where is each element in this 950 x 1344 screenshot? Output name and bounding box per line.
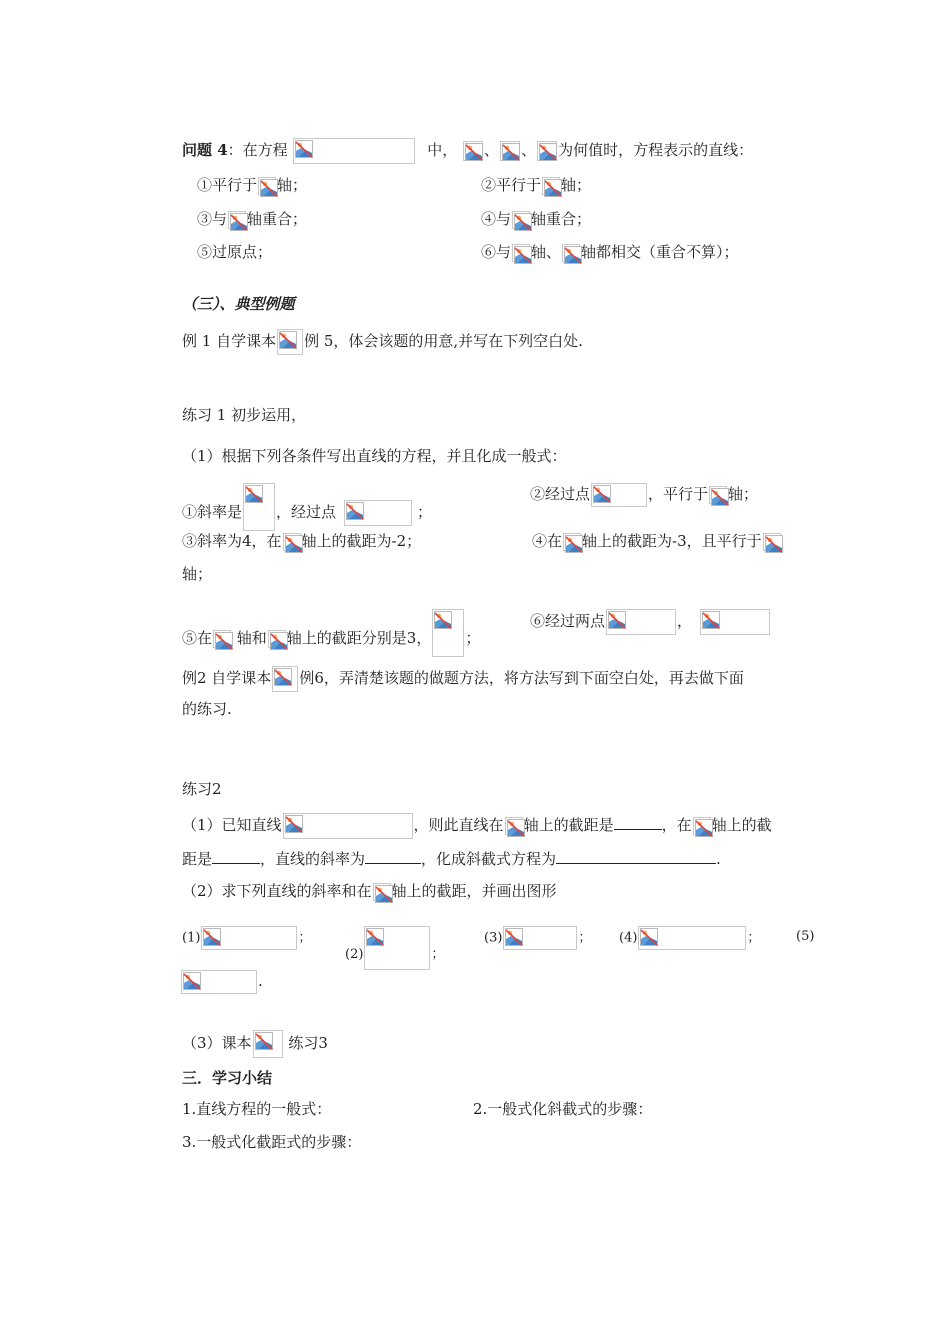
practice-1-sub: （1）根据下列各条件写出直线的方程，并且化成一般式：: [182, 447, 567, 465]
equation-image: [364, 926, 430, 970]
section-heading: （三）、典型例题: [182, 295, 295, 313]
practice-item: [530, 483, 758, 507]
practice-item: [532, 530, 782, 552]
broken-image-icon: [465, 143, 483, 161]
opt-text: 轴重合；: [531, 210, 592, 228]
q4-option: [481, 208, 591, 230]
answer-blank[interactable]: [365, 847, 421, 864]
item-text: ④在: [532, 532, 563, 550]
broken-image-icon: [346, 502, 364, 520]
fraction-image: [243, 483, 275, 531]
q4-option: [197, 208, 307, 230]
item-text: ③斜率为4，在: [182, 532, 282, 550]
item-text: ⑥经过两点: [530, 612, 606, 630]
broken-image-icon: [434, 611, 452, 629]
item-text: 轴上的截距，并画出图形: [391, 882, 557, 900]
axis-image: [258, 177, 276, 195]
opt-text: ⑥与: [481, 243, 512, 261]
axis-image: [512, 244, 530, 262]
axis-image: [512, 211, 530, 229]
equation-image: [201, 926, 297, 950]
point-image: [344, 500, 412, 526]
axis-image: [268, 630, 286, 648]
item-text: 练习3: [283, 1034, 328, 1052]
broken-image-icon: [203, 928, 221, 946]
item-text: 轴上的截距是: [523, 816, 614, 834]
item-text: ，平行于: [648, 485, 709, 503]
opt-text: 轴重合；: [247, 210, 308, 228]
page-image: [253, 1030, 283, 1058]
item-text: ⑤在: [182, 629, 213, 647]
broken-image-icon: [375, 885, 393, 903]
point-image: [591, 483, 647, 507]
practice-2-line: [182, 847, 721, 870]
broken-image-icon: [270, 632, 288, 650]
q4-option: [197, 241, 272, 263]
opt-text: ①平行于: [197, 176, 258, 194]
practice-item: [530, 609, 771, 635]
practice-2-items: [182, 926, 311, 950]
broken-image-icon: [544, 179, 562, 197]
var-image: [500, 141, 520, 161]
broken-image-icon: [640, 928, 658, 946]
q4-sep: 、: [484, 141, 500, 159]
summary-item: 2.一般式化斜截式的步骤：: [473, 1100, 653, 1118]
axis-image: [563, 533, 581, 551]
item-num: (1): [182, 930, 201, 946]
broken-image-icon: [295, 140, 313, 158]
item-text: 轴上的截距分别是3，: [286, 629, 432, 647]
practice-2-items: [345, 926, 444, 970]
opt-text: 轴；: [277, 176, 308, 194]
axis-image: [373, 883, 391, 901]
broken-image-icon: [215, 632, 233, 650]
var-image: [463, 141, 483, 161]
item-text: ；: [298, 930, 312, 946]
broken-image-icon: [230, 213, 248, 231]
practice-item: [182, 609, 480, 657]
practice-item: [182, 483, 432, 531]
summary-item: 1.直线方程的一般式：: [182, 1100, 332, 1118]
practice-2-items: [180, 970, 263, 994]
item-text: ；: [747, 930, 761, 946]
q4-text: ：在方程: [227, 141, 288, 159]
practice-2-line: [182, 1030, 328, 1058]
item-text: ，则此直线在: [413, 816, 504, 834]
opt-text: ⑤过原点；: [197, 243, 273, 261]
opt-text: 轴都相交（重合不算）；: [581, 243, 739, 261]
item-text: 轴上的截距为-3，且平行于: [582, 532, 762, 550]
item-text: ，直线的斜率为: [260, 850, 366, 868]
broken-image-icon: [608, 611, 626, 629]
equation-image: [638, 926, 746, 950]
broken-image-icon: [255, 1032, 273, 1050]
answer-blank[interactable]: [556, 847, 716, 864]
page-image: [277, 329, 303, 355]
opt-text: 轴；: [561, 176, 592, 194]
broken-image-icon: [245, 485, 263, 503]
q4-option: [481, 241, 739, 263]
item-num: (2): [345, 947, 364, 962]
item-text: （1）已知直线: [182, 816, 282, 834]
q4-sep: 、: [521, 141, 537, 159]
practice-2-title: 练习2: [182, 780, 222, 798]
q4-text: 中，: [427, 141, 458, 159]
item-text: ①斜率是: [182, 503, 243, 521]
item-text: ②经过点: [530, 485, 591, 503]
item-text: （3）课本: [182, 1034, 252, 1052]
broken-image-icon: [260, 179, 278, 197]
fraction-image: [432, 609, 464, 657]
axis-image: [542, 177, 560, 195]
axis-image: [213, 630, 231, 648]
broken-image-icon: [702, 611, 720, 629]
page-image: [272, 666, 298, 692]
axis-image: [693, 817, 711, 835]
q4-option: [481, 174, 591, 196]
answer-blank[interactable]: [614, 813, 662, 830]
ex-text: 例6，弄清楚该题的做题方法，将方法写到下面空白处，再去做下面: [299, 669, 744, 687]
q4-option: [197, 174, 307, 196]
broken-image-icon: [505, 928, 523, 946]
axis-image: [709, 486, 727, 504]
item-text: ；: [465, 629, 481, 647]
answer-blank[interactable]: [212, 847, 260, 864]
broken-image-icon: [539, 143, 557, 161]
equation-image: [293, 138, 415, 164]
broken-image-icon: [285, 815, 303, 833]
broken-image-icon: [279, 331, 297, 349]
item-text: ，经过点: [276, 503, 337, 521]
broken-image-icon: [695, 819, 713, 837]
practice-item: [182, 530, 421, 552]
broken-image-icon: [274, 668, 292, 686]
example-2-wrap: 的练习.: [182, 700, 232, 718]
item-text: 轴上的截距为-2；: [301, 532, 422, 550]
axis-image: [505, 817, 523, 835]
q4-text: 为何值时，方程表示的直线：: [558, 141, 754, 159]
broken-image-icon: [564, 246, 582, 264]
broken-image-icon: [565, 535, 583, 553]
practice-2-items: [619, 926, 760, 950]
axis-image: [562, 244, 580, 262]
broken-image-icon: [765, 535, 783, 553]
ex-text: 例2 自学课本: [182, 669, 272, 687]
axis-image: [763, 533, 781, 551]
opt-text: 轴、: [531, 243, 562, 261]
item-text: .: [258, 972, 263, 990]
broken-image-icon: [507, 819, 525, 837]
broken-image-icon: [711, 488, 729, 506]
item-text: ，: [677, 612, 693, 630]
summary-heading: 三．学习小结: [182, 1069, 273, 1087]
broken-image-icon: [593, 485, 611, 503]
broken-image-icon: [366, 928, 384, 946]
q4-line: [182, 138, 753, 164]
broken-image-icon: [514, 213, 532, 231]
axis-image: [283, 533, 301, 551]
item-text: （2）求下列直线的斜率和在: [182, 882, 372, 900]
practice-item-wrap: 轴；: [182, 565, 213, 583]
item-num: (5): [796, 929, 815, 944]
equation-image: [283, 813, 413, 839]
practice-1-title: 练习 1 初步运用，: [182, 406, 307, 424]
broken-image-icon: [183, 972, 201, 990]
item-text: 距是: [182, 850, 213, 868]
item-num: (4): [619, 930, 638, 946]
practice-2-items: [484, 926, 591, 950]
opt-text: ②平行于: [481, 176, 542, 194]
point-image: [606, 609, 676, 635]
opt-text: ③与: [197, 210, 228, 228]
practice-2-line: [182, 880, 557, 902]
axis-image: [228, 211, 246, 229]
item-text: 轴上的截: [711, 816, 772, 834]
example-2: [182, 666, 744, 692]
item-text: .: [716, 850, 721, 868]
practice-2-line: [182, 813, 772, 839]
q4-title: 问题 4: [182, 141, 228, 159]
item-text: ，化成斜截式方程为: [421, 850, 557, 868]
broken-image-icon: [514, 246, 532, 264]
item-num: (3): [484, 930, 503, 946]
point-image: [700, 609, 770, 635]
item-text: ；: [417, 503, 433, 521]
equation-image: [181, 970, 257, 994]
opt-text: ④与: [481, 210, 512, 228]
broken-image-icon: [502, 143, 520, 161]
item-text: 轴和: [232, 629, 267, 647]
example-1: [182, 329, 583, 355]
item-text: ；: [578, 930, 592, 946]
item-text: ；: [431, 947, 445, 962]
item-text: ，在: [661, 816, 692, 834]
equation-image: [503, 926, 577, 950]
summary-item: 3.一般式化截距式的步骤：: [182, 1133, 362, 1151]
var-image: [537, 141, 557, 161]
ex-text: 例 5，体会该题的用意,并写在下列空白处.: [304, 332, 583, 350]
broken-image-icon: [285, 535, 303, 553]
ex-text: 例 1 自学课本: [182, 332, 277, 350]
item-text: 轴；: [728, 485, 759, 503]
